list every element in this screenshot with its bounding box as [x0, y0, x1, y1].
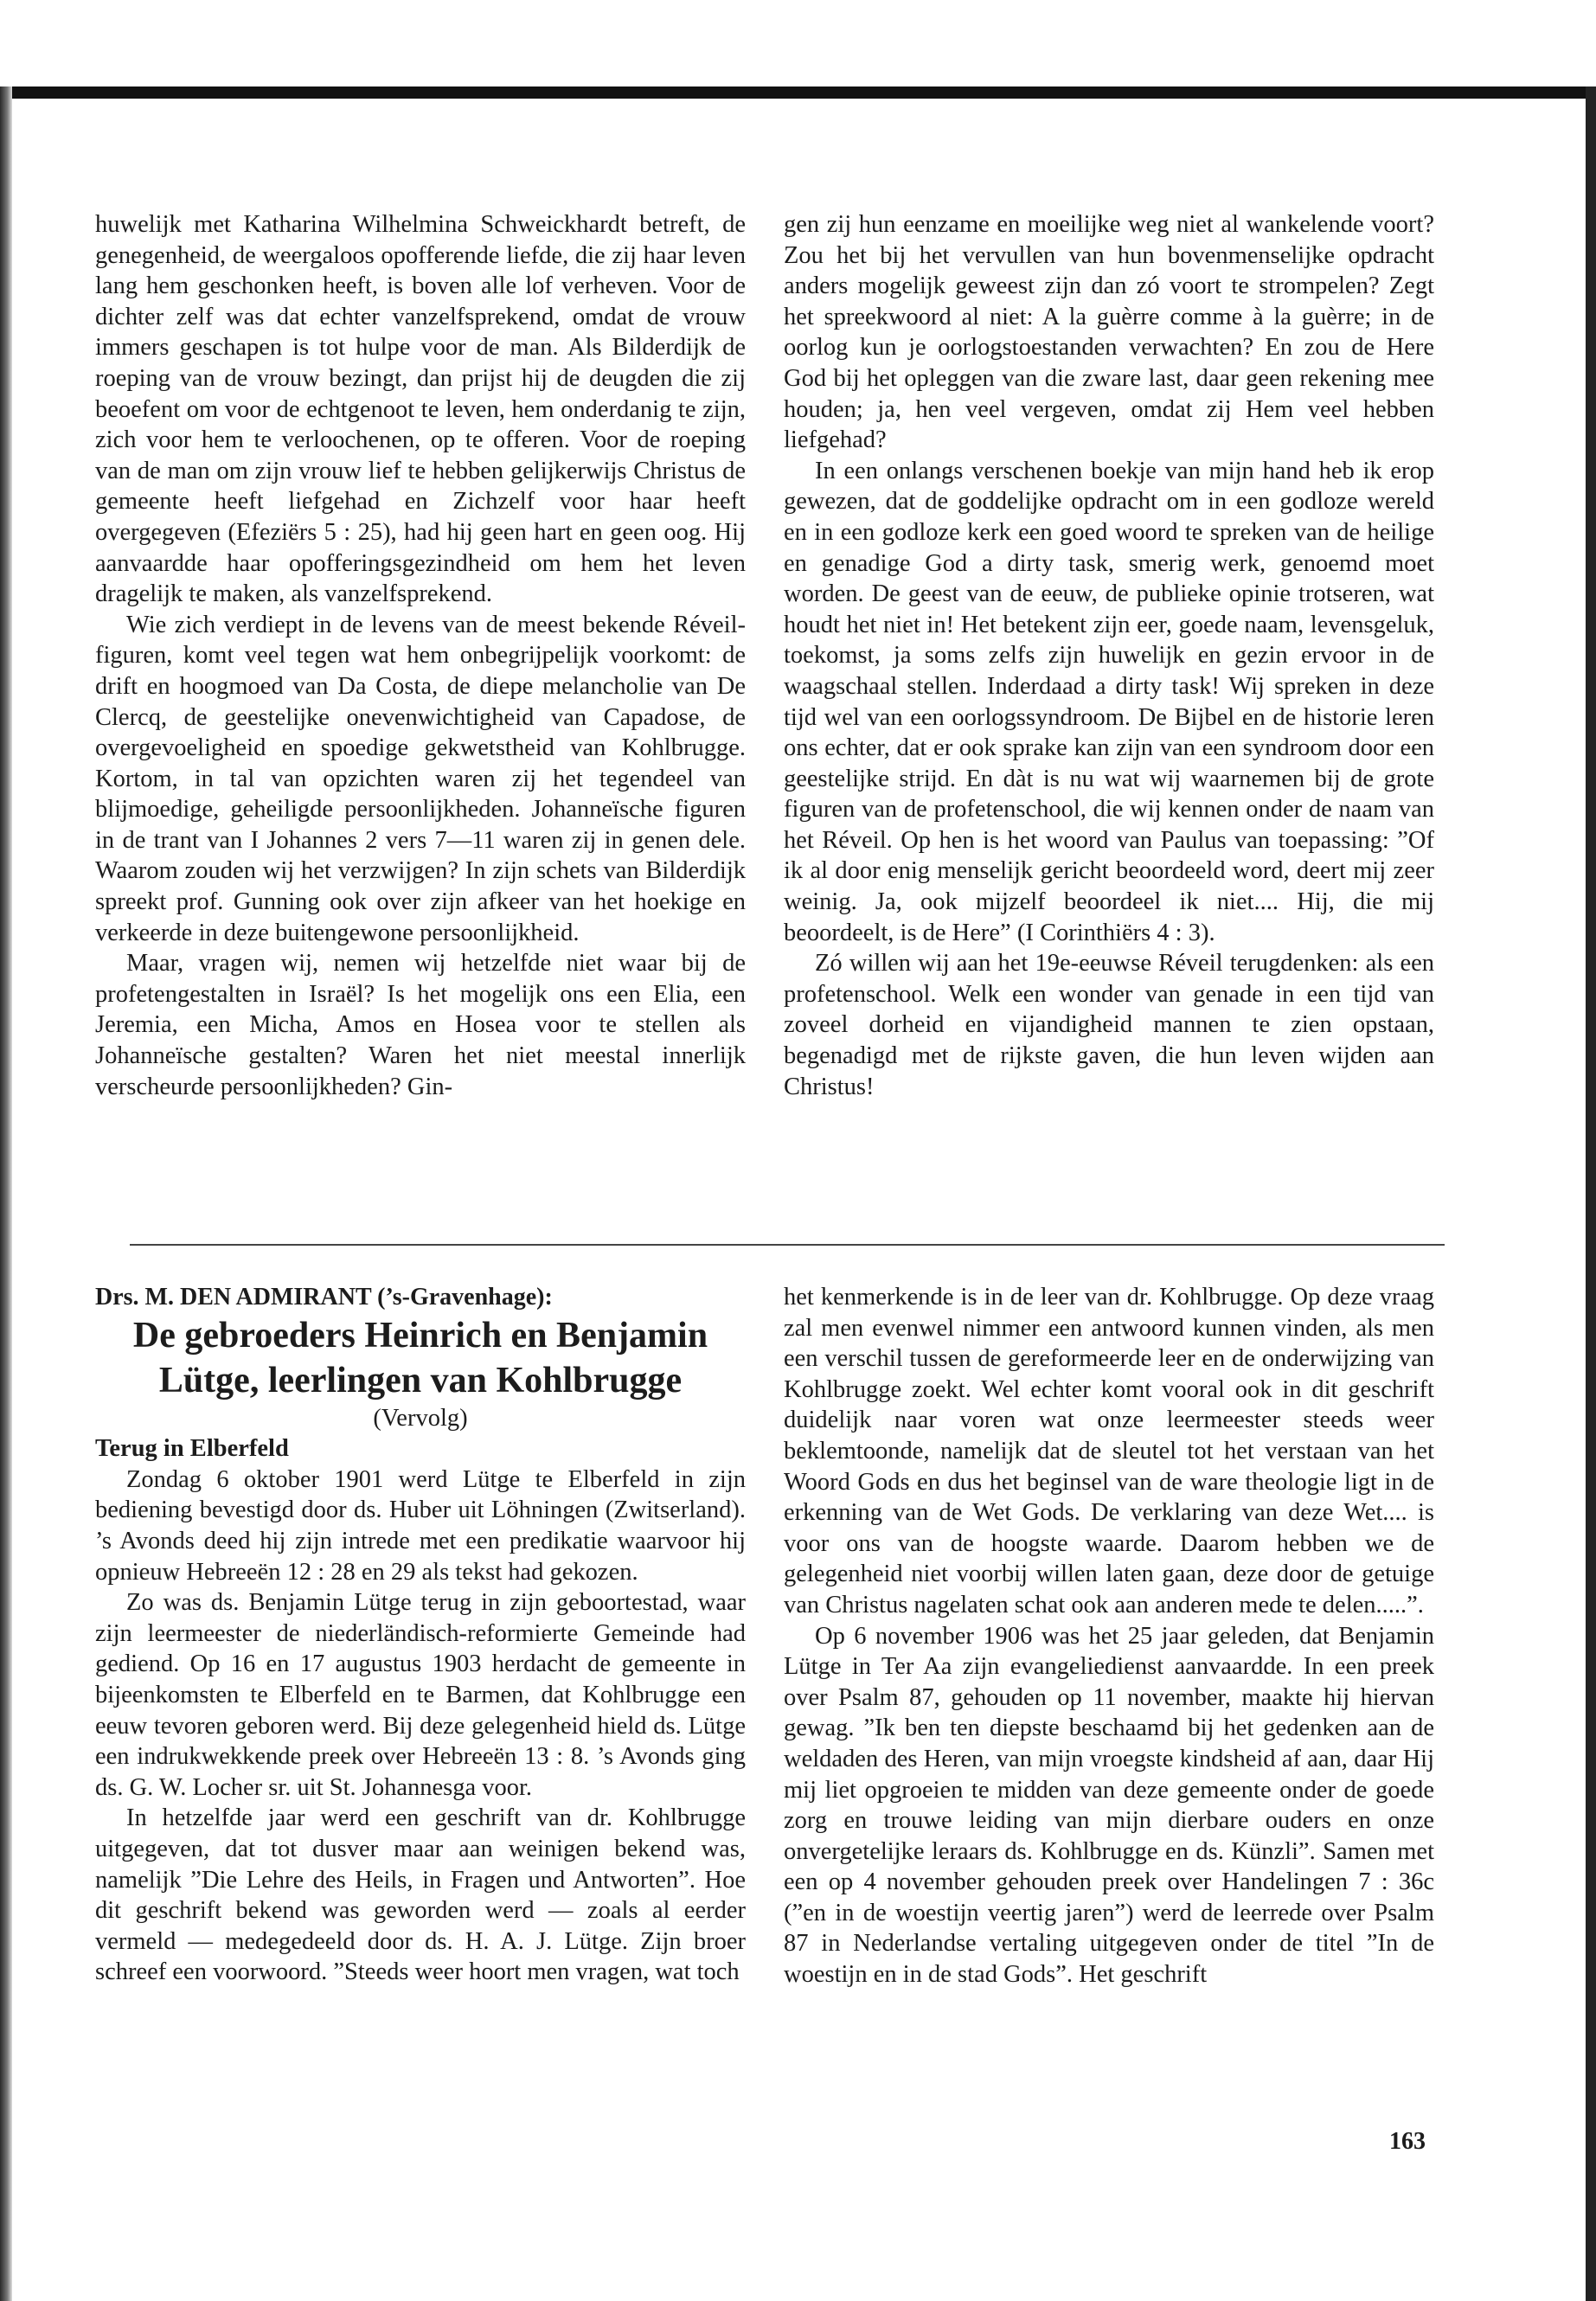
scan-border-top [0, 87, 1596, 99]
article-subtitle: (Vervolg) [373, 1404, 468, 1432]
article-left-column [95, 1282, 746, 1988]
top-left-column [95, 209, 746, 1102]
section-heading: Terug in Elberfeld [95, 1435, 289, 1463]
paragraph: In hetzelfde jaar werd een geschrift van dr. Kohlbrugge uitgegeven, dat tot dusver maar aan weinigen bekend was, namelijk ”Die Lehre des Heils, in Fragen und Antworten”. Hoe dit geschrift bekend was geworden werd — zoals al eerder vermeld — medegedeeld door ds. H. A. J. Lütge. Zijn broer schreef een voorwoord. ”Steeds weer hoort men vragen, wat toch [95, 1804, 746, 1986]
paragraph: het kenmerkende is in de leer van dr. Kohlbrugge. Op deze vraag zal men evenwel nimmer een antwoord kunnen vinden, als men een verschil tussen de gereformeerde leer en de onderwijzing van Kohlbrugge zoekt. Wel echter komt vooral ook in dit geschrift duidelijk naar voren wat onze leermeester steeds weer beklemtoonde, namelijk dat de sleutel tot het verstaan van het Woord Gods en dus het beginsel van de ware theologie ligt in de erkenning van de Wet Gods. De verklaring van deze Wet.... is voor ons van de hoogste waarde. Daarom hebben we de gelegenheid niet voorbij willen laten gaan, deze door de getuige van Christus nagelaten schat ook aan anderen mede te delen.....”. [784, 1284, 1434, 1618]
paragraph: In een onlangs verschenen boekje van mijn hand heb ik erop gewezen, dat de goddelijke opdracht om in een godloze wereld en in een godloze kerk een goed woord te spreken van de heilige en genadige God a dirty task, smerig werk, genoemd moet worden. De geest van de eeuw, de publieke opinie trotseren, wat houdt het niet in! Het betekent zijn eer, goede naam, levensgeluk, toekomst, ja soms zelfs zijn huwelijk en gezin ervoor in de waagschaal stellen. Inderdaad a dirty task! Wij spreken in deze tijd wel van een oorlogssyndroom. De Bijbel en de historie leren ons echter, dat er ook sprake kan zijn van een syndroom door een geestelijke strijd. En dàt is nu wat wij waarnemen bij de grote figuren van de profetenschool, die wij kennen onder de naam van het Réveil. Op hen is het woord van Paulus van toepassing: ”Of ik al door enig menselijk gericht beoordeeld word, deert mij zeer weinig. Ja, ook mijzelf beoordeel ik niet.... Hij, die mij beoordeelt, is de Here” (I Corinthiërs 4 : 3). [784, 457, 1434, 946]
article-right-column [784, 1282, 1434, 1990]
article-title: De gebroeders Heinrich en Benjamin Lütge, leerlingen van Kohlbrugge [132, 1315, 708, 1400]
scan-border-right [1586, 87, 1596, 2301]
paragraph: Maar, vragen wij, nemen wij hetzelfde niet waar bij de profetengestalten in Israël? Is het mogelijk ons een Elia, een Jeremia, een Micha, Amos en Hosea voor te stellen als Johanneïsche gestalten? Waren het niet meestal innerlijk verscheurde persoonlijkheden? Gin- [95, 950, 746, 1100]
paragraph: Zondag 6 oktober 1901 werd Lütge te Elberfeld in zijn bediening bevestigd door ds. Huber uit Löhningen (Zwitserland). ’s Avonds deed hij zijn intrede met een predikatie waarvoor hij opnieuw Hebreeën 12 : 28 en 29 als tekst had gekozen. [95, 1465, 746, 1586]
document-page [95, 190, 1445, 2180]
scan-border-left [0, 87, 12, 2301]
paragraph: gen zij hun eenzame en moeilijke weg niet al wankelende voort? Zou het bij het vervullen van hun bovenmenselijke opdracht anders mogelijk geweest zijn dan zó voort te strompelen? Zegt het spreekwoord al niet: A la guèrre comme à la guèrre; in de oorlog kun je oorlogstoestanden verwachten? En zou de Here God bij het opleggen van die zware last, daar geen rekening mee houden; ja, hen veel vergeven, omdat zij Hem veel hebben liefgehad? [784, 211, 1434, 454]
paragraph: huwelijk met Katharina Wilhelmina Schweickhardt betreft, de genegenheid, de weergaloos opofferende liefde, die zij haar leven lang hem geschonken heeft, is boven alle lof verheven. Voor de dichter zelf was dat echter vanzelfsprekend, omdat de vrouw immers geschapen is tot hulpe voor de man. Als Bilderdijk de roeping van de vrouw bezingt, dan prijst hij de deugden die zij beoefent om voor de echtgenoot te leven, hem onderdanig te zijn, zich voor hem te verloochenen, op te offeren. Voor de roeping van de man om zijn vrouw lief te hebben gelijkerwijs Christus de gemeente heeft liefgehad en Zichzelf voor haar heeft overgegeven (Efeziërs 5 : 25), had hij geen hart en geen oog. Hij aanvaardde haar opofferingsgezindheid om hem het leven dragelijk te maken, als vanzelfsprekend. [95, 211, 746, 608]
section-divider [130, 1244, 1445, 1246]
paragraph: Wie zich verdiept in de levens van de meest bekende Réveil-figuren, komt veel tegen wat hem onbegrijpelijk voorkomt: de drift en hoogmoed van Da Costa, de diepe melancholie van De Clercq, de geestelijke onevenwichtigheid van Capadose, de overgevoeligheid en spoedige gekwetstheid van Kohlbrugge. Kortom, in tal van opzichten waren zij het tegendeel van blijmoedige, geheiligde persoonlijkheden. Johanneïsche figuren in de trant van I Johannes 2 vers 7—11 waren zij in genen dele. Waarom zouden wij het verzwijgen? In zijn schets van Bilderdijk spreekt prof. Gunning ook over zijn afkeer van het hoekige en verkeerde in deze buitengewone persoonlijkheid. [95, 611, 746, 946]
page-number: 163 [1389, 2128, 1426, 2155]
paragraph: Zo was ds. Benjamin Lütge terug in zijn geboortestad, waar zijn leermeester de niederländisch-reformierte Gemeinde had gediend. Op 16 en 17 augustus 1903 herdacht de gemeente in bijeenkomsten te Elberfeld en te Barmen, dat Kohlbrugge een eeuw tevoren geboren werd. Bij deze gelegenheid hield ds. Lütge een indrukwekkende preek over Hebreeën 13 : 8. ’s Avonds ging ds. G. W. Locher sr. uit St. Johannesga voor. [95, 1589, 746, 1801]
paragraph: Zó willen wij aan het 19e-eeuwse Réveil terugdenken: als een profetenschool. Welk een wonder van genade in een tijd van zoveel dorheid en vijandigheid mannen te zien opstaan, begenadigd met de rijkste gaven, die hun leven wijden aan Christus! [784, 950, 1434, 1100]
paragraph: Op 6 november 1906 was het 25 jaar geleden, dat Benjamin Lütge in Ter Aa zijn evangeliedienst aanvaardde. In een preek over Psalm 87, gehouden op 11 november, maakte hij hiervan gewag. ”Ik ben ten diepste beschaamd bij het gedenken aan de weldaden des Heren, van mijn vroegste kindsheid af aan, daar Hij mij liet opgroeien te midden van deze gemeente onder de goede zorg en trouwe leiding van mijn dierbare ouders en onze onvergetelijke leraars ds. Kohlbrugge en ds. Künzli”. Samen met een op 4 november gehouden preek over Handelingen 7 : 36c (”en in de woestijn veertig jaren”) werd de leerrede over Psalm 87 in Nederlandse vertaling uitgegeven onder de titel ”In de woestijn en in de stad Gods”. Het geschrift [784, 1622, 1434, 1989]
top-right-column [784, 209, 1434, 1102]
article-byline: Drs. M. DEN ADMIRANT (’s-Gravenhage): [95, 1284, 553, 1311]
